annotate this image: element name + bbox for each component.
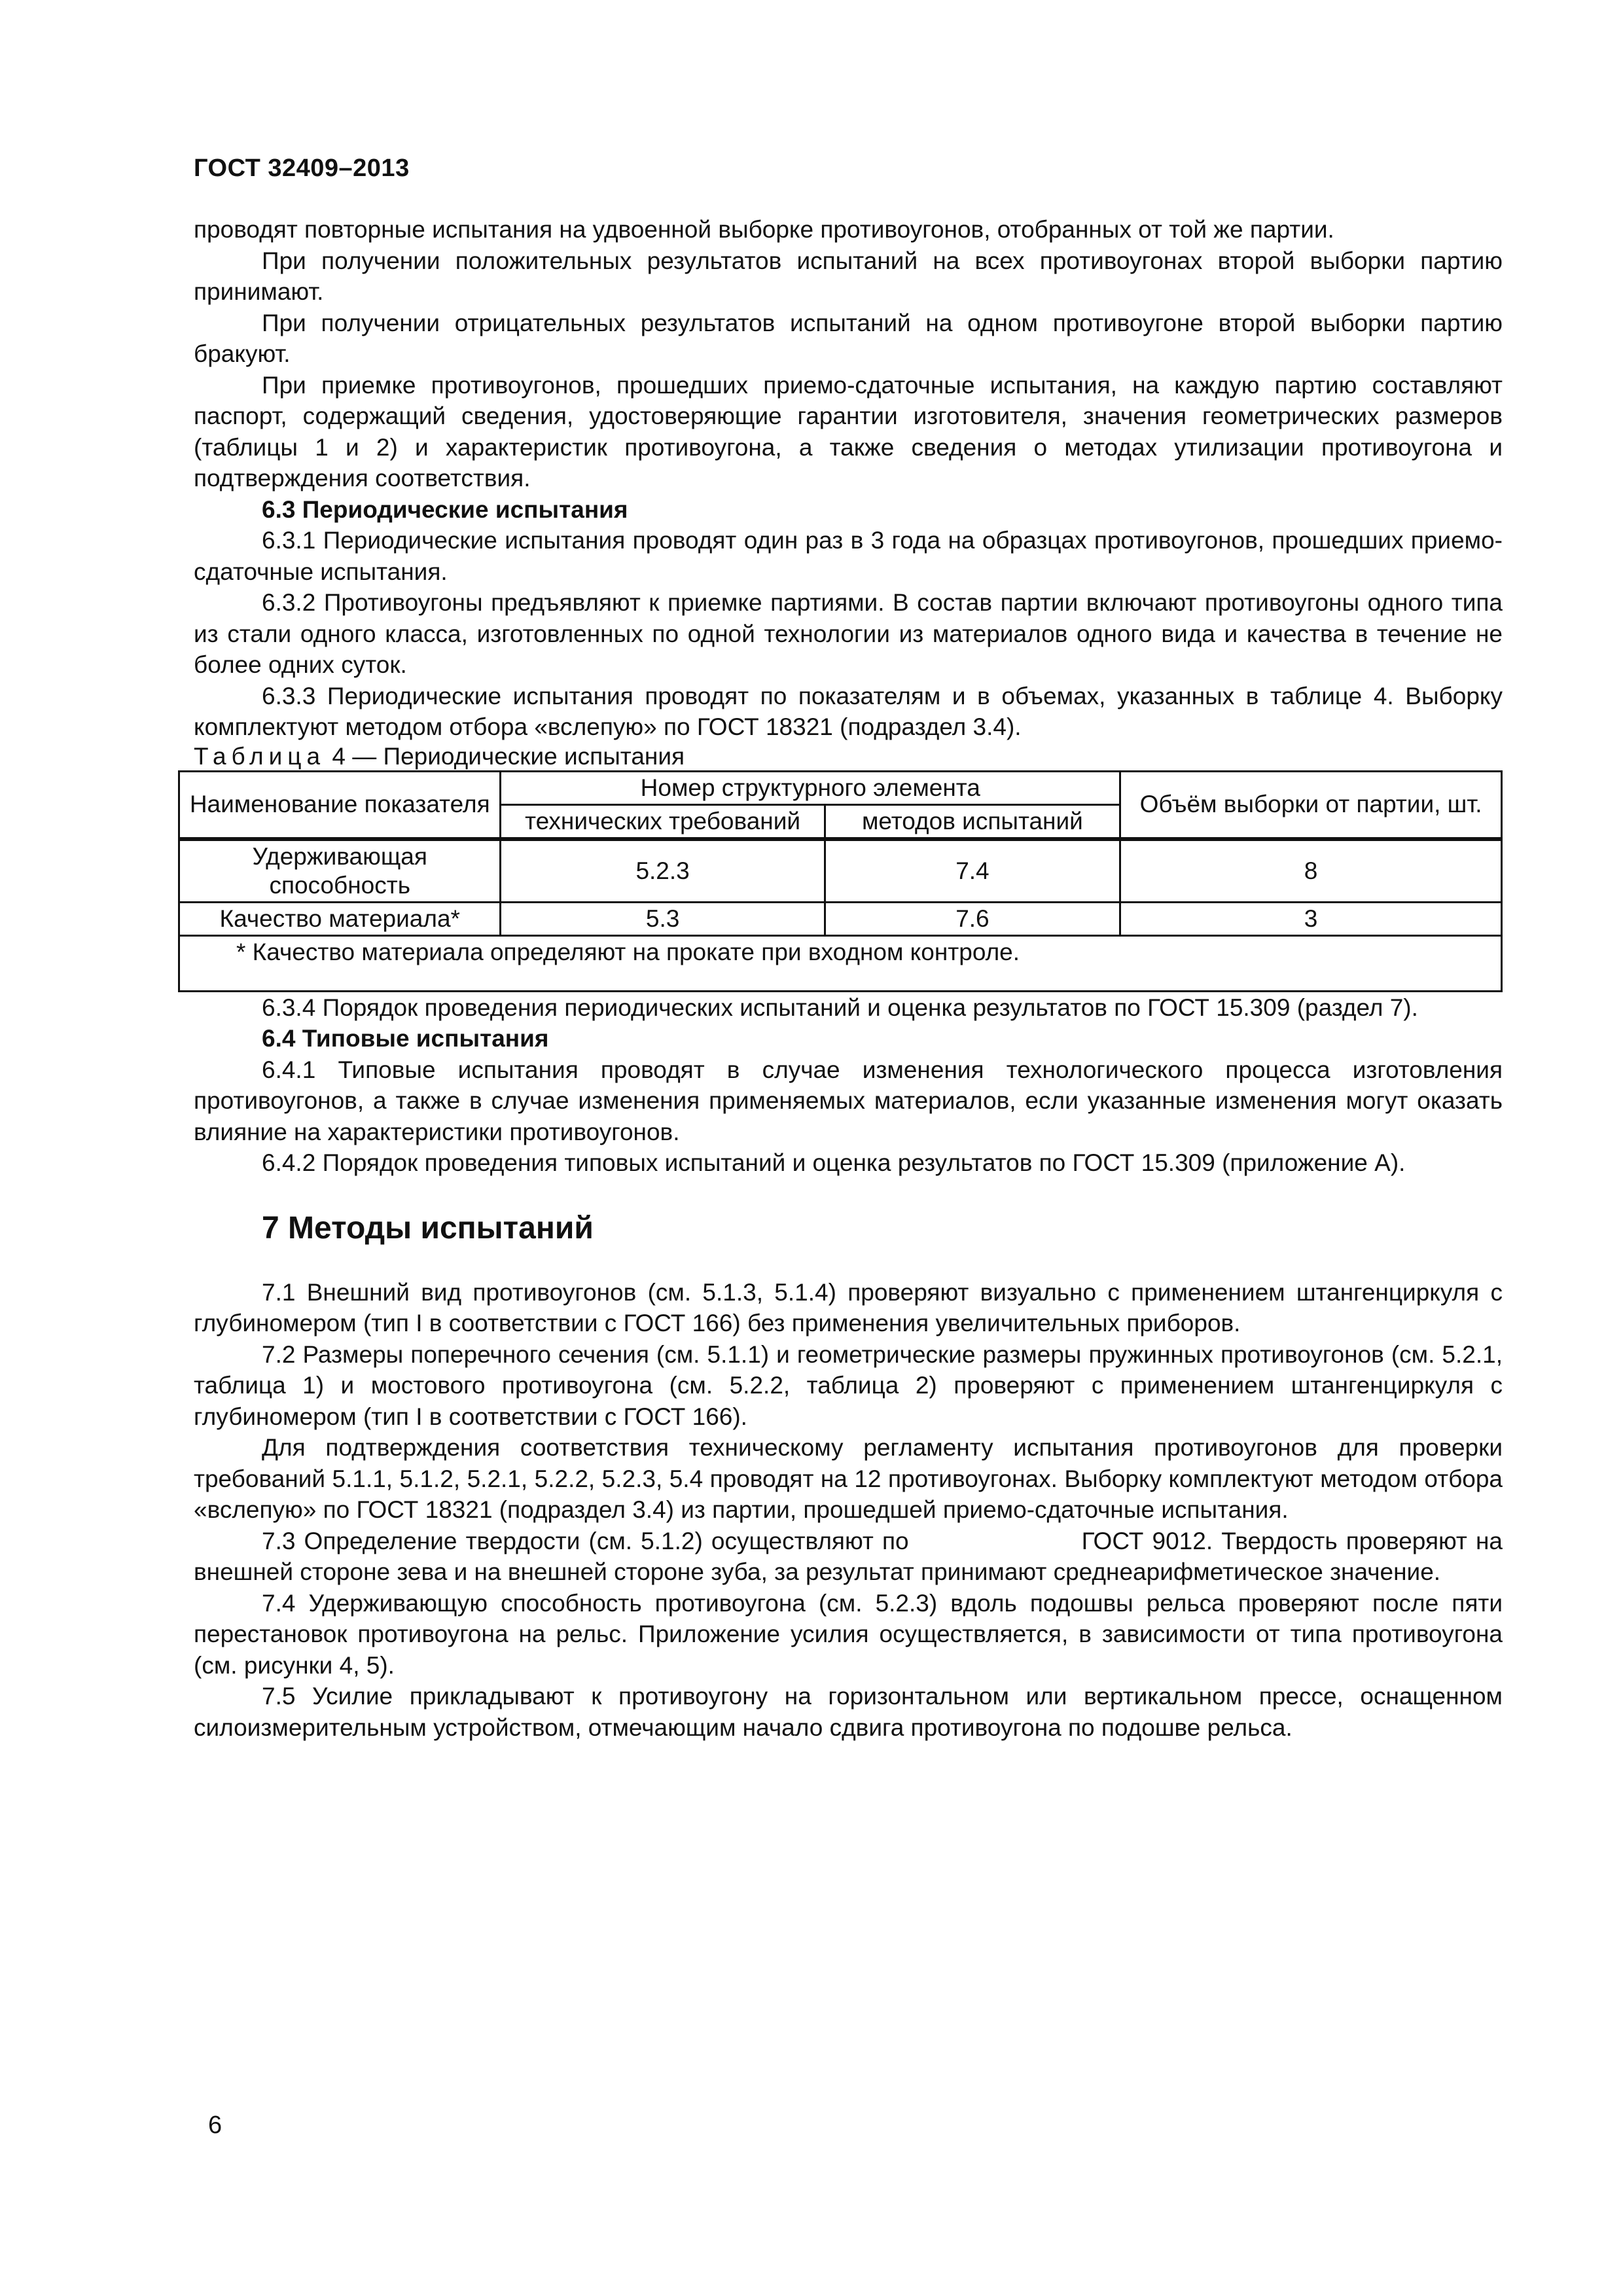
table-note-row bbox=[179, 935, 1502, 991]
cell-sample: 8 bbox=[1120, 839, 1502, 903]
table-caption-label: Таблица bbox=[194, 742, 326, 770]
paragraph-7-4: 7.4 Удерживающую способность противоугона (см. 5.2.3) вдоль подошвы рельса проверяют после пяти перестановок противоугона на рельс. Приложение усилия осуществляется, в зависимости от типа противоугона (см. рисунки 4, 5). bbox=[194, 1589, 1503, 1679]
cell-sample: 3 bbox=[1120, 902, 1502, 935]
paragraph-7-1: 7.1 Внешний вид противоугонов (см. 5.1.3, 5.1.4) проверяют визуально с применением штангенциркуля с глубиномером (тип I в соответствии с ГОСТ 166) без применения увеличительных приборов. bbox=[194, 1278, 1503, 1336]
page-number: 6 bbox=[208, 2111, 223, 2139]
paragraph-6-4-1: 6.4.1 Типовые испытания проводят в случае изменения технологического процесса изготовления противоугонов, а также в случае изменения применяемых материалов, если указанные изменения могут оказать влияние на характеристики противоугонов. bbox=[194, 1056, 1503, 1145]
header-tech: технических требований bbox=[501, 804, 825, 839]
header-methods: методов испытаний bbox=[825, 804, 1120, 839]
document-header: ГОСТ 32409–2013 bbox=[194, 154, 410, 182]
cell-methods: 7.4 bbox=[825, 839, 1120, 903]
table-caption-text: 4 — Периодические испытания bbox=[325, 742, 685, 770]
paragraph-7-2-b: Для подтверждения соответствия техническому регламенту испытания противоугонов для проверки требований 5.1.1, 5.1.2, 5.2.1, 5.2.2, 5.2.3, 5.4 проводят на 12 противоугонах. Выборку комплектуют методом отбора «вслепую» по ГОСТ 18321 (подраздел 3.4) из партии, прошедшей приемо-сдаточные испытания. bbox=[194, 1434, 1503, 1523]
header-name: Наименование показателя bbox=[179, 771, 501, 839]
paragraph-6-4-2: 6.4.2 Порядок проведения типовых испытаний и оценка результатов по ГОСТ 15.309 (приложение А). bbox=[262, 1149, 1406, 1176]
table-header-row bbox=[179, 771, 1502, 804]
paragraph-6-3-4: 6.3.4 Порядок проведения периодических испытаний и оценка результатов по ГОСТ 15.309 (раздел 7). bbox=[262, 994, 1418, 1021]
paragraph-6-3-1: 6.3.1 Периодические испытания проводят один раз в 3 года на образцах противоугонов, прошедших приемо-сдаточные испытания. bbox=[194, 527, 1503, 585]
header-sample: Объём выборки от партии, шт. bbox=[1120, 771, 1502, 839]
paragraph: При приемке противоугонов, прошедших приемо-сдаточные испытания, на каждую партию составляют паспорт, содержащий сведения, удостоверяющие гарантии изготовителя, значения геометрических размеров (таблицы 1 и 2) и характеристик противоугона, а также сведения о методах утилизации противоугона и подтверждения соответствия. bbox=[194, 371, 1503, 492]
paragraph-7-2: 7.2 Размеры поперечного сечения (см. 5.1.1) и геометрические размеры пружинных противоугонов (см. 5.2.1, таблица 1) и мостового противоугона (см. 5.2.2, таблица 2) проверяют с применением штангенциркуля с глубиномером (тип I в соответствии с ГОСТ 166). bbox=[194, 1340, 1503, 1430]
cell-name: Качество материала* bbox=[179, 902, 501, 935]
cell-tech: 5.3 bbox=[501, 902, 825, 935]
paragraph-6-3-2: 6.3.2 Противоугоны предъявляют к приемке партиями. В состав партии включают противоугоны одного типа из стали одного класса, изготовленных по одной технологии из материалов одного вида и качества в течение не более одних суток. bbox=[194, 589, 1503, 678]
section-title-7: 7 Методы испытаний bbox=[262, 1210, 594, 1246]
paragraph: При получении положительных результатов испытаний на всех противоугонах второй выборки партию принимают. bbox=[194, 247, 1503, 305]
table-caption bbox=[194, 743, 1503, 770]
paragraph: При получении отрицательных результатов испытаний на одном противоугоне второй выборки партию бракуют. bbox=[194, 309, 1503, 367]
paragraph-7-3-start: 7.3 Определение твердости (см. 5.1.2) осуществляют по bbox=[262, 1527, 909, 1554]
document-body bbox=[189, 214, 1503, 1743]
table-row bbox=[179, 839, 1502, 903]
paragraph: проводят повторные испытания на удвоенной выборке противоугонов, отобранных от той же партии. bbox=[194, 216, 1334, 243]
paragraph-7-3-end: ГОСТ 9012. Твердость проверяют на внешней стороне зева и на внешней стороне зуба, за результат принимают среднеарифметическое значение. bbox=[194, 1527, 1503, 1585]
subsection-title-6-3: 6.3 Периодические испытания bbox=[262, 495, 628, 523]
cell-name: Удерживающая способность bbox=[179, 839, 501, 903]
table-footnote: * Качество материала определяют на прокате при входном контроле. bbox=[179, 935, 1502, 991]
header-group: Номер структурного элемента bbox=[501, 771, 1120, 804]
subsection-title-6-4: 6.4 Типовые испытания bbox=[262, 1025, 549, 1052]
periodic-tests-table bbox=[178, 770, 1503, 992]
paragraph-6-3-3: 6.3.3 Периодические испытания проводят по показателям и в объемах, указанных в таблице 4. Выборку комплектуют методом отбора «вслепую» по ГОСТ 18321 (подраздел 3.4). bbox=[194, 682, 1503, 740]
paragraph-7-3 bbox=[194, 1526, 1503, 1588]
paragraph-7-5: 7.5 Усилие прикладывают к противоугону на горизонтальном или вертикальном прессе, оснащенном силоизмерительным устройством, отмечающим начало сдвига противоугона по подошве рельса. bbox=[194, 1683, 1503, 1741]
table-row bbox=[179, 902, 1502, 935]
cell-methods: 7.6 bbox=[825, 902, 1120, 935]
cell-tech: 5.2.3 bbox=[501, 839, 825, 903]
